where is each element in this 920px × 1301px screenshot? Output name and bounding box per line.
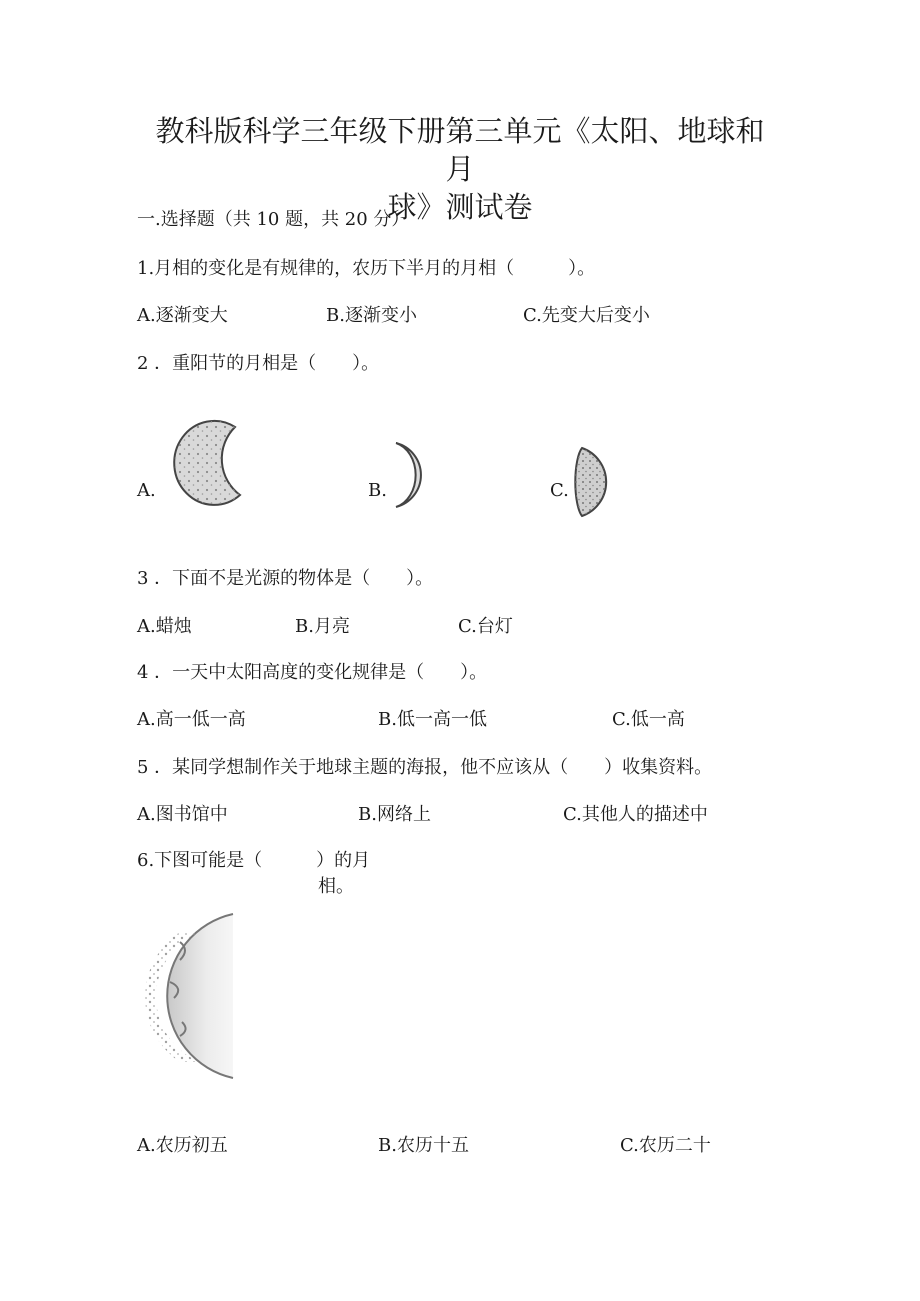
question-5-option-b[interactable]: B.网络上 (358, 804, 431, 825)
question-1-option-b[interactable]: B.逐渐变小 (326, 305, 417, 326)
question-4-stem: 4 ．一天中太阳高度的变化规律是（ ）。 (137, 662, 488, 683)
question-3-option-b[interactable]: B.月亮 (295, 616, 350, 637)
question-6-option-a[interactable]: A.农历初五 (137, 1135, 228, 1156)
title-line-1: 教科版科学三年级下册第三单元《太阳、地球和月 (155, 114, 765, 186)
question-1-stem: 1.月相的变化是有规律的，农历下半月的月相（ ）。 (137, 258, 596, 279)
question-1-option-a[interactable]: A.逐渐变大 (137, 305, 228, 326)
question-2-stem: 2 ．重阳节的月相是（ ）。 (137, 353, 380, 374)
last-quarter-moon-icon (140, 912, 240, 1082)
question-4-option-c[interactable]: C.低一高 (612, 709, 685, 730)
question-1-option-c[interactable]: C.先变大后变小 (523, 305, 650, 326)
question-5-option-a[interactable]: A.图书馆中 (137, 804, 228, 825)
half-moon-icon (574, 445, 626, 520)
question-3-option-c[interactable]: C.台灯 (458, 616, 513, 637)
question-5-option-c[interactable]: C.其他人的描述中 (563, 804, 708, 825)
question-6-option-c[interactable]: C.农历二十 (620, 1135, 711, 1156)
question-2-option-a[interactable]: A. (137, 480, 156, 501)
question-3-stem: 3 ．下面不是光源的物体是（ ）。 (137, 568, 434, 589)
question-3-option-a[interactable]: A.蜡烛 (137, 616, 192, 637)
crescent-moon-icon (388, 440, 428, 510)
question-4-option-a[interactable]: A.高一低一高 (137, 709, 246, 730)
question-2-option-c[interactable]: C. (550, 480, 569, 501)
question-6-stem-line-1: 6.下图可能是（ ）的月 (137, 850, 371, 871)
question-5-stem: 5 ．某同学想制作关于地球主题的海报，他不应该从（ ）收集资料。 (137, 757, 713, 778)
question-6-stem-line-2: 相。 (318, 876, 354, 897)
question-2-option-b[interactable]: B. (368, 480, 387, 501)
question-6-option-b[interactable]: B.农历十五 (378, 1135, 469, 1156)
gibbous-moon-icon (160, 415, 250, 510)
title-line-2: 球》测试卷 (387, 190, 533, 224)
section-heading: 一.选择题（共 10 题，共 20 分） (137, 209, 410, 230)
question-4-option-b[interactable]: B.低一高一低 (378, 709, 487, 730)
